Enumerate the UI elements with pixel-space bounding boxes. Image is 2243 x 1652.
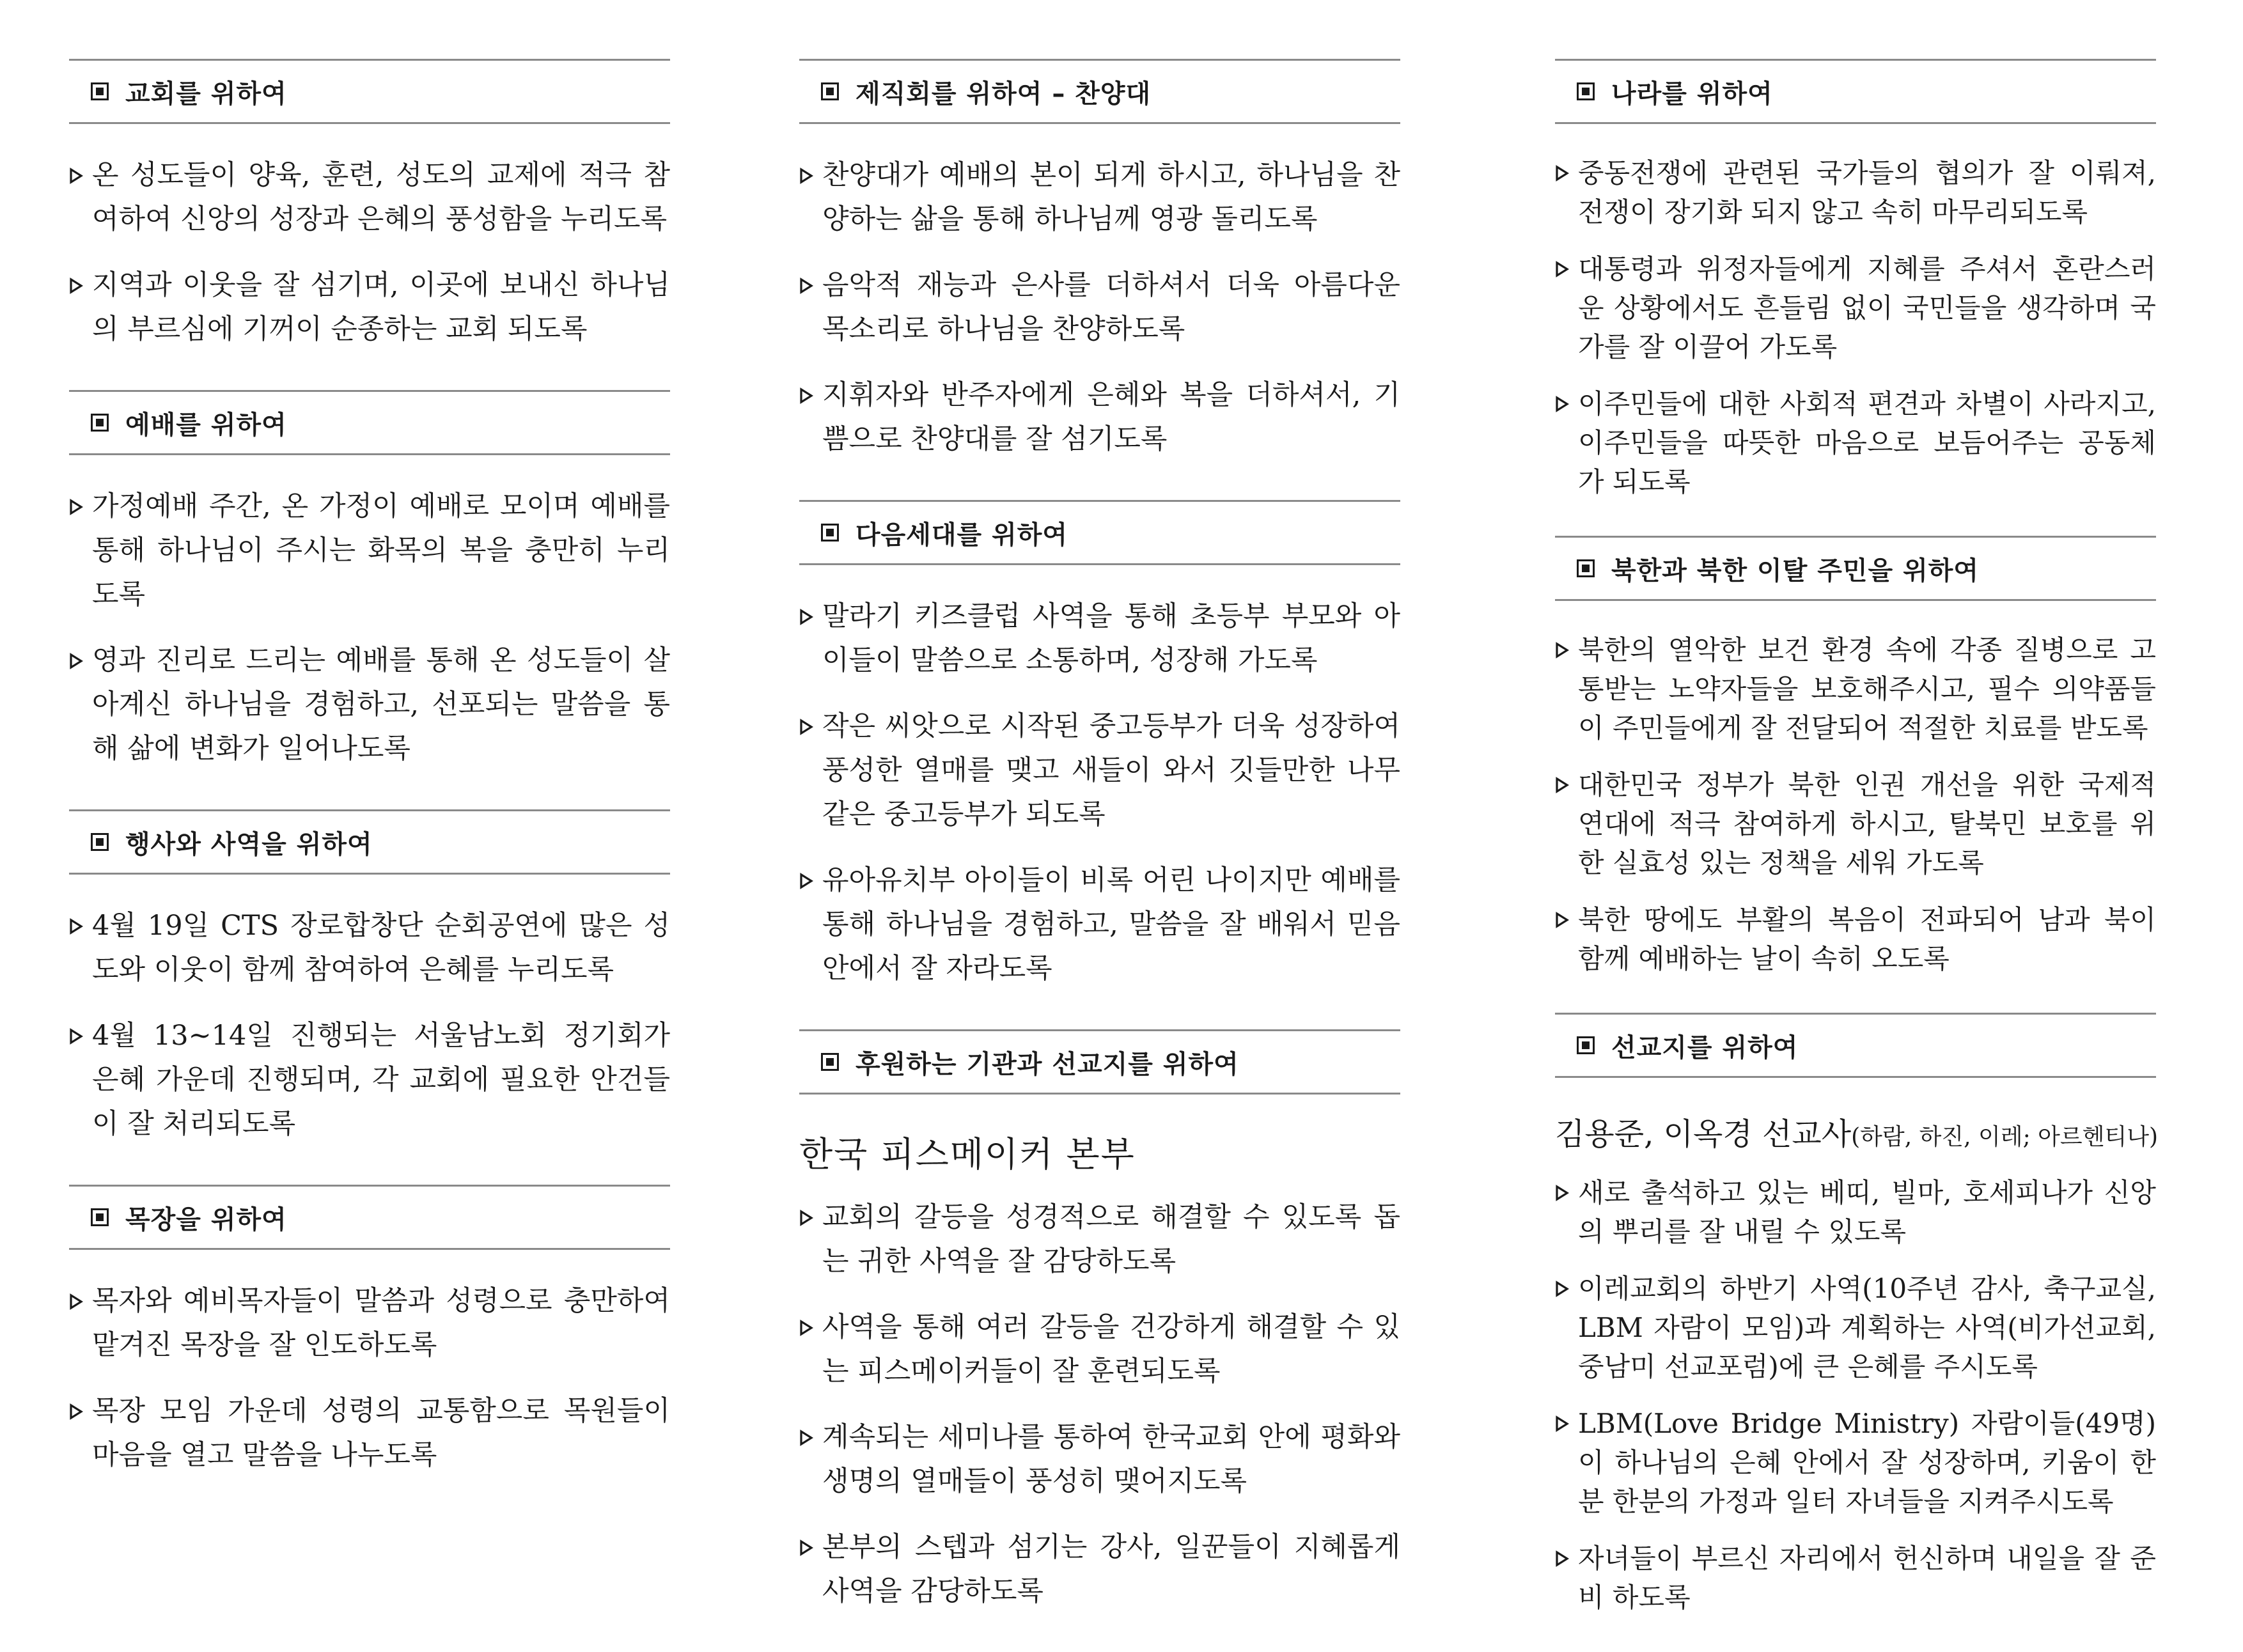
column-left (69, 59, 670, 1516)
prayer-text: 유아유치부 아이들이 비록 어린 나이지만 예배를 통해 하나님을 경험하고, 말씀을 잘 배워서 믿음 안에서 잘 자라도록 (822, 864, 1400, 985)
triangle-bullet-icon (69, 904, 86, 948)
triangle-bullet-icon (69, 1389, 86, 1433)
prayer-text: 가정예배 주간, 온 가정이 예배로 모이며 예배를 통해 하나님이 주시는 화목의 복을 충만히 누리도록 (92, 490, 670, 611)
prayer-item (799, 153, 1400, 242)
section-body (69, 455, 670, 809)
section-title: 제직회를 위하여 – 찬양대 (856, 79, 1152, 109)
section-body (799, 565, 1400, 1029)
triangle-bullet-icon (799, 1415, 816, 1460)
square-bullet-icon (821, 82, 839, 100)
section-mission-field (1555, 1013, 2159, 1651)
section-church (69, 59, 670, 390)
triangle-bullet-icon (799, 595, 816, 639)
prayer-item (799, 263, 1400, 352)
missionary-name (1555, 1111, 2159, 1160)
prayer-item (799, 1196, 1400, 1284)
triangle-bullet-icon (1555, 384, 1572, 423)
section-title: 후원하는 기관과 선교지를 위하여 (856, 1049, 1239, 1079)
section-deacons-choir (799, 59, 1400, 500)
prayer-item (1555, 1269, 2156, 1386)
prayer-text: 중동전쟁에 관련된 국가들의 협의가 잘 이뤄져, 전쟁이 장기화 되지 않고 속히 마무리되도록 (1578, 157, 2156, 228)
prayer-text: 영과 진리로 드리는 예배를 통해 온 성도들이 살아계신 하나님을 경험하고, 선포되는 말씀을 통해 삶에 변화가 일어나도록 (92, 644, 670, 765)
prayer-item (69, 639, 670, 771)
triangle-bullet-icon (799, 153, 816, 198)
prayer-item (1555, 630, 2156, 747)
section-supported-organizations (799, 1029, 1400, 1652)
square-bullet-icon (1577, 1036, 1595, 1054)
prayer-text: 목장 모임 가운데 성령의 교통함으로 목원들이 마음을 열고 말씀을 나누도록 (92, 1395, 670, 1471)
section-header (69, 59, 670, 124)
section-body (1555, 1078, 2159, 1651)
triangle-bullet-icon (69, 485, 86, 529)
prayer-text: 목자와 예비목자들이 말씀과 성령으로 충만하여 맡겨진 목장을 잘 인도하도록 (92, 1285, 670, 1361)
prayer-text: 사역을 통해 여러 갈등을 건강하게 해결할 수 있는 피스메이커들이 잘 훈련되도록 (822, 1311, 1400, 1387)
prayer-text: 작은 씨앗으로 시작된 중고등부가 더욱 성장하여 풍성한 열매를 맺고 새들이 와서 깃들만한 나무 같은 중고등부가 되도록 (822, 710, 1400, 830)
triangle-bullet-icon (799, 1525, 816, 1570)
square-bullet-icon (1577, 559, 1595, 577)
triangle-bullet-icon (1555, 630, 1572, 669)
section-body (799, 1095, 1400, 1652)
prayer-text: 이레교회의 하반기 사역(10주년 감사, 축구교실, LBM 자람이 모임)과 계획하는 사역(비가선교회, 중남미 선교포럼)에 큰 은혜를 주시도록 (1578, 1273, 2156, 1382)
section-body (69, 1250, 670, 1516)
prayer-item (69, 485, 670, 617)
section-title: 선교지를 위하여 (1611, 1032, 1799, 1063)
triangle-bullet-icon (1555, 765, 1572, 804)
section-header (69, 809, 670, 875)
square-bullet-icon (821, 1053, 839, 1071)
triangle-bullet-icon (69, 639, 86, 683)
section-title: 다음세대를 위하여 (856, 520, 1068, 550)
section-body (1555, 601, 2156, 1013)
missionary-name-text: 김용준, 이옥경 선교사 (1555, 1116, 1852, 1152)
triangle-bullet-icon (799, 373, 816, 417)
prayer-text: 지역과 이웃을 잘 섬기며, 이곳에 보내신 하나님의 부르심에 기꺼이 순종하는 교회 되도록 (92, 269, 670, 345)
prayer-item (1555, 384, 2156, 501)
prayer-item (1555, 765, 2156, 882)
section-next-generation (799, 500, 1400, 1029)
section-header (799, 1029, 1400, 1095)
prayer-text: 음악적 재능과 은사를 더하셔서 더욱 아름다운 목소리로 하나님을 찬양하도록 (822, 269, 1400, 345)
section-body (69, 875, 670, 1185)
triangle-bullet-icon (69, 1279, 86, 1323)
prayer-item (799, 1305, 1400, 1394)
triangle-bullet-icon (799, 859, 816, 903)
triangle-bullet-icon (69, 153, 86, 198)
triangle-bullet-icon (69, 263, 86, 308)
section-title: 목장을 위하여 (125, 1204, 287, 1235)
prayer-item (799, 1415, 1400, 1504)
prayer-text: 대통령과 위정자들에게 지혜를 주셔서 혼란스러운 상황에서도 흔들림 없이 국민들을 생각하며 국가를 잘 이끌어 가도록 (1578, 253, 2156, 362)
prayer-item (799, 1525, 1400, 1614)
triangle-bullet-icon (1555, 153, 1572, 192)
section-header (799, 59, 1400, 124)
square-bullet-icon (1577, 82, 1595, 100)
triangle-bullet-icon (69, 1014, 86, 1058)
section-title: 예배를 위하여 (125, 410, 287, 440)
section-worship (69, 390, 670, 809)
prayer-item (1555, 249, 2156, 366)
section-nation (1555, 59, 2156, 536)
prayer-item (799, 859, 1400, 991)
prayer-item (69, 153, 670, 242)
prayer-text: 이주민들에 대한 사회적 편견과 차별이 사라지고, 이주민들을 따뜻한 마음으로 보듬어주는 공동체가 되도록 (1578, 388, 2156, 497)
section-title: 교회를 위하여 (125, 79, 287, 109)
prayer-item (69, 1014, 670, 1146)
section-title: 북한과 북한 이탈 주민을 위하여 (1611, 556, 1980, 586)
square-bullet-icon (91, 82, 109, 100)
square-bullet-icon (91, 833, 109, 851)
section-events-ministry (69, 809, 670, 1185)
prayer-text: 온 성도들이 양육, 훈련, 성도의 교제에 적극 참여하여 신앙의 성장과 은혜의 풍성함을 누리도록 (92, 159, 670, 235)
section-header (69, 390, 670, 455)
section-body (1555, 124, 2156, 536)
square-bullet-icon (91, 414, 109, 432)
section-body (799, 124, 1400, 500)
prayer-item (799, 705, 1400, 837)
triangle-bullet-icon (1555, 1269, 1572, 1308)
prayer-text: 본부의 스텝과 섬기는 강사, 일꾼들이 지혜롭게 사역을 감당하도록 (822, 1531, 1400, 1607)
section-header (799, 500, 1400, 565)
prayer-item (799, 595, 1400, 683)
section-header (69, 1185, 670, 1250)
triangle-bullet-icon (1555, 249, 1572, 288)
prayer-text: 4월 13~14일 진행되는 서울남노회 정기회가 은혜 가운데 진행되며, 각 교회에 필요한 안건들이 잘 처리되도록 (92, 1020, 670, 1140)
section-title: 나라를 위하여 (1611, 79, 1773, 109)
prayer-item (1555, 1173, 2156, 1251)
prayer-text: 찬양대가 예배의 본이 되게 하시고, 하나님을 찬양하는 삶을 통해 하나님께 영광 돌리도록 (822, 159, 1400, 235)
prayer-text: 새로 출석하고 있는 베띠, 빌마, 호세피나가 신앙의 뿌리를 잘 내릴 수 있도록 (1578, 1177, 2156, 1247)
section-header (1555, 1013, 2156, 1078)
triangle-bullet-icon (799, 263, 816, 308)
triangle-bullet-icon (1555, 1173, 1572, 1212)
prayer-text: 대한민국 정부가 북한 인권 개선을 위한 국제적 연대에 적극 참여하게 하시고, 탈북민 보호를 위한 실효성 있는 정책을 세워 가도록 (1578, 769, 2156, 878)
prayer-text: 말라기 키즈클럽 사역을 통해 초등부 부모와 아이들이 말씀으로 소통하며, 성장해 가도록 (822, 600, 1400, 676)
missionary-family-note: (하람, 하진, 이레; 아르헨티나) (1851, 1124, 2159, 1150)
prayer-item (69, 1389, 670, 1477)
prayer-item (1555, 153, 2156, 231)
prayer-item (69, 904, 670, 992)
section-header (1555, 536, 2156, 601)
prayer-text: 자녀들이 부르신 자리에서 헌신하며 내일을 잘 준비 하도록 (1578, 1543, 2156, 1613)
square-bullet-icon (91, 1208, 109, 1226)
section-header (1555, 59, 2156, 124)
prayer-item (1555, 1404, 2156, 1521)
triangle-bullet-icon (1555, 900, 1572, 939)
triangle-bullet-icon (1555, 1404, 1572, 1443)
prayer-item (1555, 900, 2156, 978)
section-north-korea (1555, 536, 2156, 1013)
prayer-text: 교회의 갈등을 성경적으로 해결할 수 있도록 돕는 귀한 사역을 잘 감당하도록 (822, 1201, 1400, 1277)
triangle-bullet-icon (799, 1196, 816, 1240)
prayer-text: LBM(Love Bridge Ministry) 자람이들(49명)이 하나님의 은혜 안에서 잘 성장하며, 키움이 한분 한분의 가정과 일터 자녀들을 지켜주시도록 (1578, 1408, 2156, 1517)
organization-title: 한국 피스메이커 본부 (799, 1134, 1136, 1174)
prayer-text: 북한 땅에도 부활의 복음이 전파되어 남과 북이 함께 예배하는 날이 속히 오도록 (1578, 904, 2156, 974)
section-body (69, 124, 670, 390)
triangle-bullet-icon (799, 1305, 816, 1350)
prayer-item (69, 263, 670, 352)
triangle-bullet-icon (1555, 1539, 1572, 1578)
column-right (1555, 59, 2159, 1651)
prayer-item (799, 373, 1400, 462)
triangle-bullet-icon (799, 705, 816, 749)
prayer-text: 계속되는 세미나를 통하여 한국교회 안에 평화와 생명의 열매들이 풍성히 맺어지도록 (822, 1421, 1400, 1497)
column-middle (799, 59, 1400, 1652)
prayer-text: 북한의 열악한 보건 환경 속에 각종 질병으로 고통받는 노약자들을 보호해주시고, 필수 의약품들이 주민들에게 잘 전달되어 적절한 치료를 받도록 (1578, 634, 2156, 744)
prayer-item (69, 1279, 670, 1368)
prayer-text: 4월 19일 CTS 장로합창단 순회공연에 많은 성도와 이웃이 함께 참여하여 은혜를 누리도록 (92, 910, 670, 986)
prayer-item (1555, 1539, 2156, 1617)
section-cell-group (69, 1185, 670, 1516)
prayer-text: 지휘자와 반주자에게 은혜와 복을 더하셔서, 기쁨으로 찬양대를 잘 섬기도록 (822, 379, 1400, 455)
section-title: 행사와 사역을 위하여 (125, 829, 373, 859)
square-bullet-icon (821, 524, 839, 542)
